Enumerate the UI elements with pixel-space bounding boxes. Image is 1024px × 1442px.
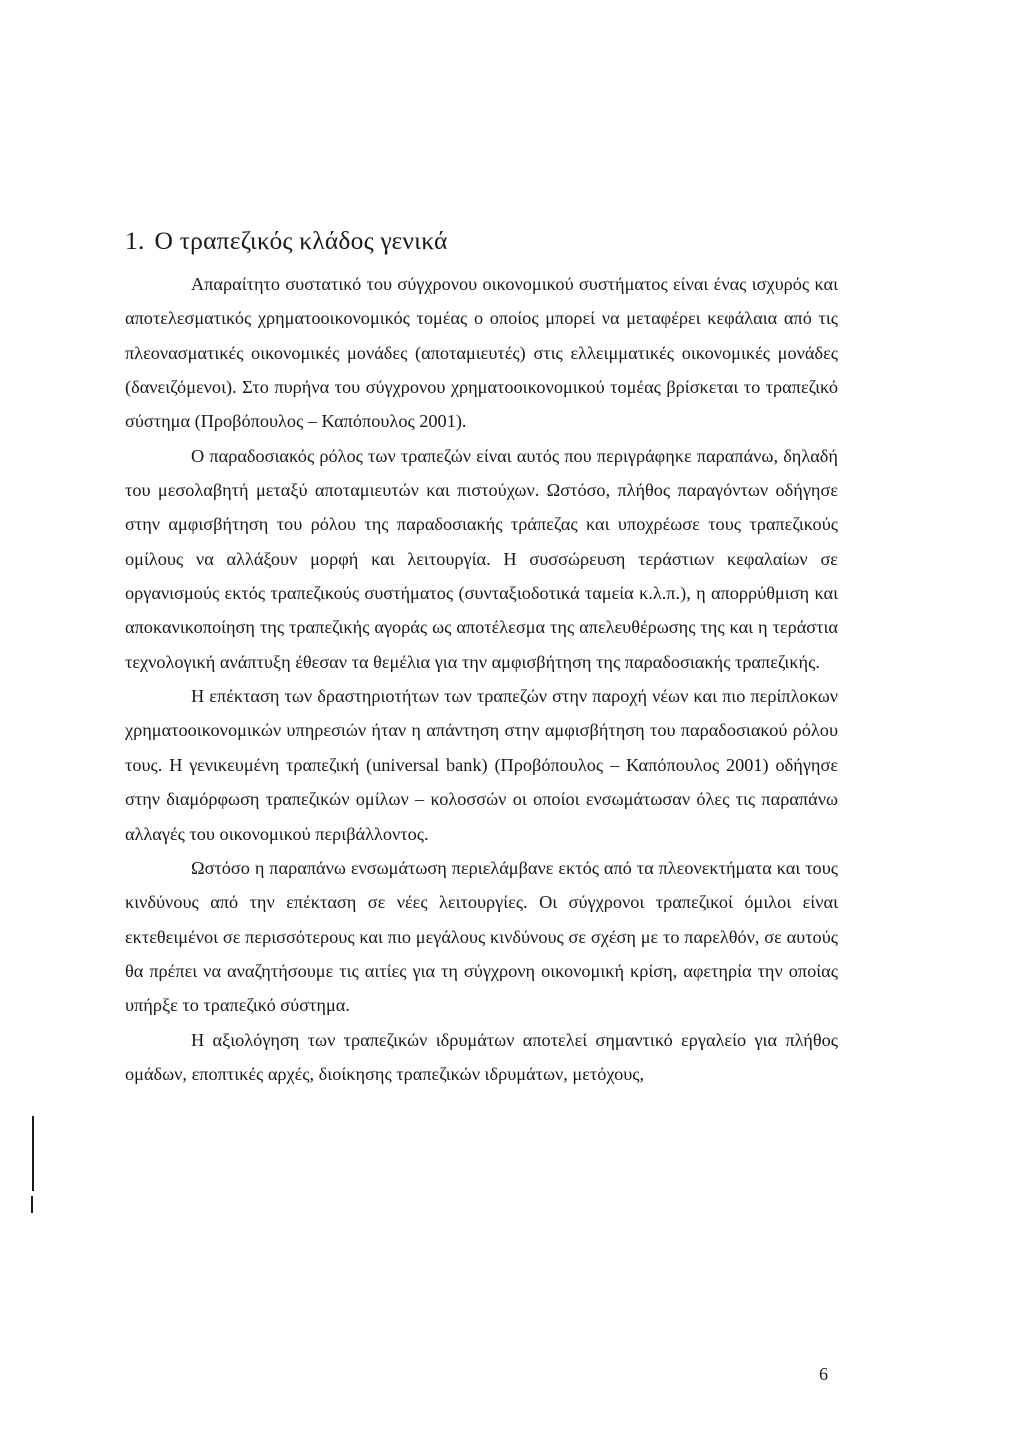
scan-margin-mark-small xyxy=(31,1196,33,1213)
paragraph-5: Η αξιολόγηση των τραπεζικών ιδρυμάτων αποτελεί σημαντικό εργαλείο για πλήθος ομάδων, εποπτικές αρχές, διοίκησης τραπεζικών ιδρυμάτων, μετόχους, xyxy=(125,1029,838,1084)
paragraph-4: Ωστόσο η παραπάνω ενσωμάτωση περιελάμβανε εκτός από τα πλεονεκτήματα και τους κινδύνους από την επέκταση σε νέες λειτουργίες. Οι σύγχρονοι τραπεζικοί όμιλοι είναι εκτεθειμένοι σε περισσότερους και πιο μεγάλους κινδύνους σε σχέση με το παρελθόν, σε αυτούς θα πρέπει να αναζητήσουμε τις αιτίες για τη σύγχρονη οικονομική κρίση, αφετηρία την οποίας υπήρξε το τραπεζικό σύστημα. xyxy=(125,857,838,1016)
paragraph-2: Ο παραδοσιακός ρόλος των τραπεζών είναι αυτός που περιγράφηκε παραπάνω, δηλαδή του μεσολαβητή μεταξύ αποταμιευτών και πιστούχων. Ωστόσο, πλήθος παραγόντων οδήγησε στην αμφισβήτηση του ρόλου της παραδοσιακής τράπεζας και υποχρέωσε τους τραπεζικούς ομίλους να αλλάξουν μορφή και λειτουργία. Η συσσώρευση τεράστιων κεφαλαίων σε οργανισμούς εκτός τραπεζικούς συστήματος (συνταξιοδοτικά ταμεία κ.λ.π.), η απορρύθμιση και αποκανικοποίηση της τραπεζικής αγοράς ως αποτέλεσμα της απελευθέρωσης της και η τεράστια τεχνολογική ανάπτυξη έθεσαν τα θεμέλια για την αμφισβήτηση της παραδοσιακής τραπεζικής. xyxy=(125,445,838,672)
paragraph-1: Απαραίτητο συστατικό του σύγχρονου οικονομικού συστήματος είναι ένας ισχυρός και αποτελεσματικός χρηματοοικονομικός τομέας ο οποίος μπορεί να μεταφέρει κεφάλαια από τις πλεονασματικές οικονομικές μονάδες (αποταμιευτές) στις ελλειμματικές οικονομικές μονάδες (δανειζόμενοι). Στο πυρήνα του σύγχρονου χρηματοοικονομικού τομέας βρίσκεται το τραπεζικό σύστημα (Προβόπουλος – Καπόπουλος 2001). xyxy=(125,274,838,432)
section-title: Ο τραπεζικός κλάδος γενικά xyxy=(154,226,448,255)
body-text xyxy=(125,267,838,1091)
scan-margin-mark xyxy=(32,1116,34,1191)
page-number: 6 xyxy=(819,1364,828,1384)
section-number: 1. xyxy=(125,226,145,255)
section-heading xyxy=(125,223,448,259)
paragraph-3: Η επέκταση των δραστηριοτήτων των τραπεζών στην παροχή νέων και πιο περίπλοκων χρηματοοικονομικών υπηρεσιών ήταν η απάντηση στην αμφισβήτηση του παραδοσιακού ρόλου τους. Η γενικευμένη τραπεζική (universal bank) (Προβόπουλος – Καπόπουλος 2001) οδήγησε στην διαμόρφωση τραπεζικών ομίλων – κολοσσών οι οποίοι ενσωμάτωσαν όλες τις παραπάνω αλλαγές του οικονομικού περιβάλλοντος. xyxy=(125,686,838,844)
